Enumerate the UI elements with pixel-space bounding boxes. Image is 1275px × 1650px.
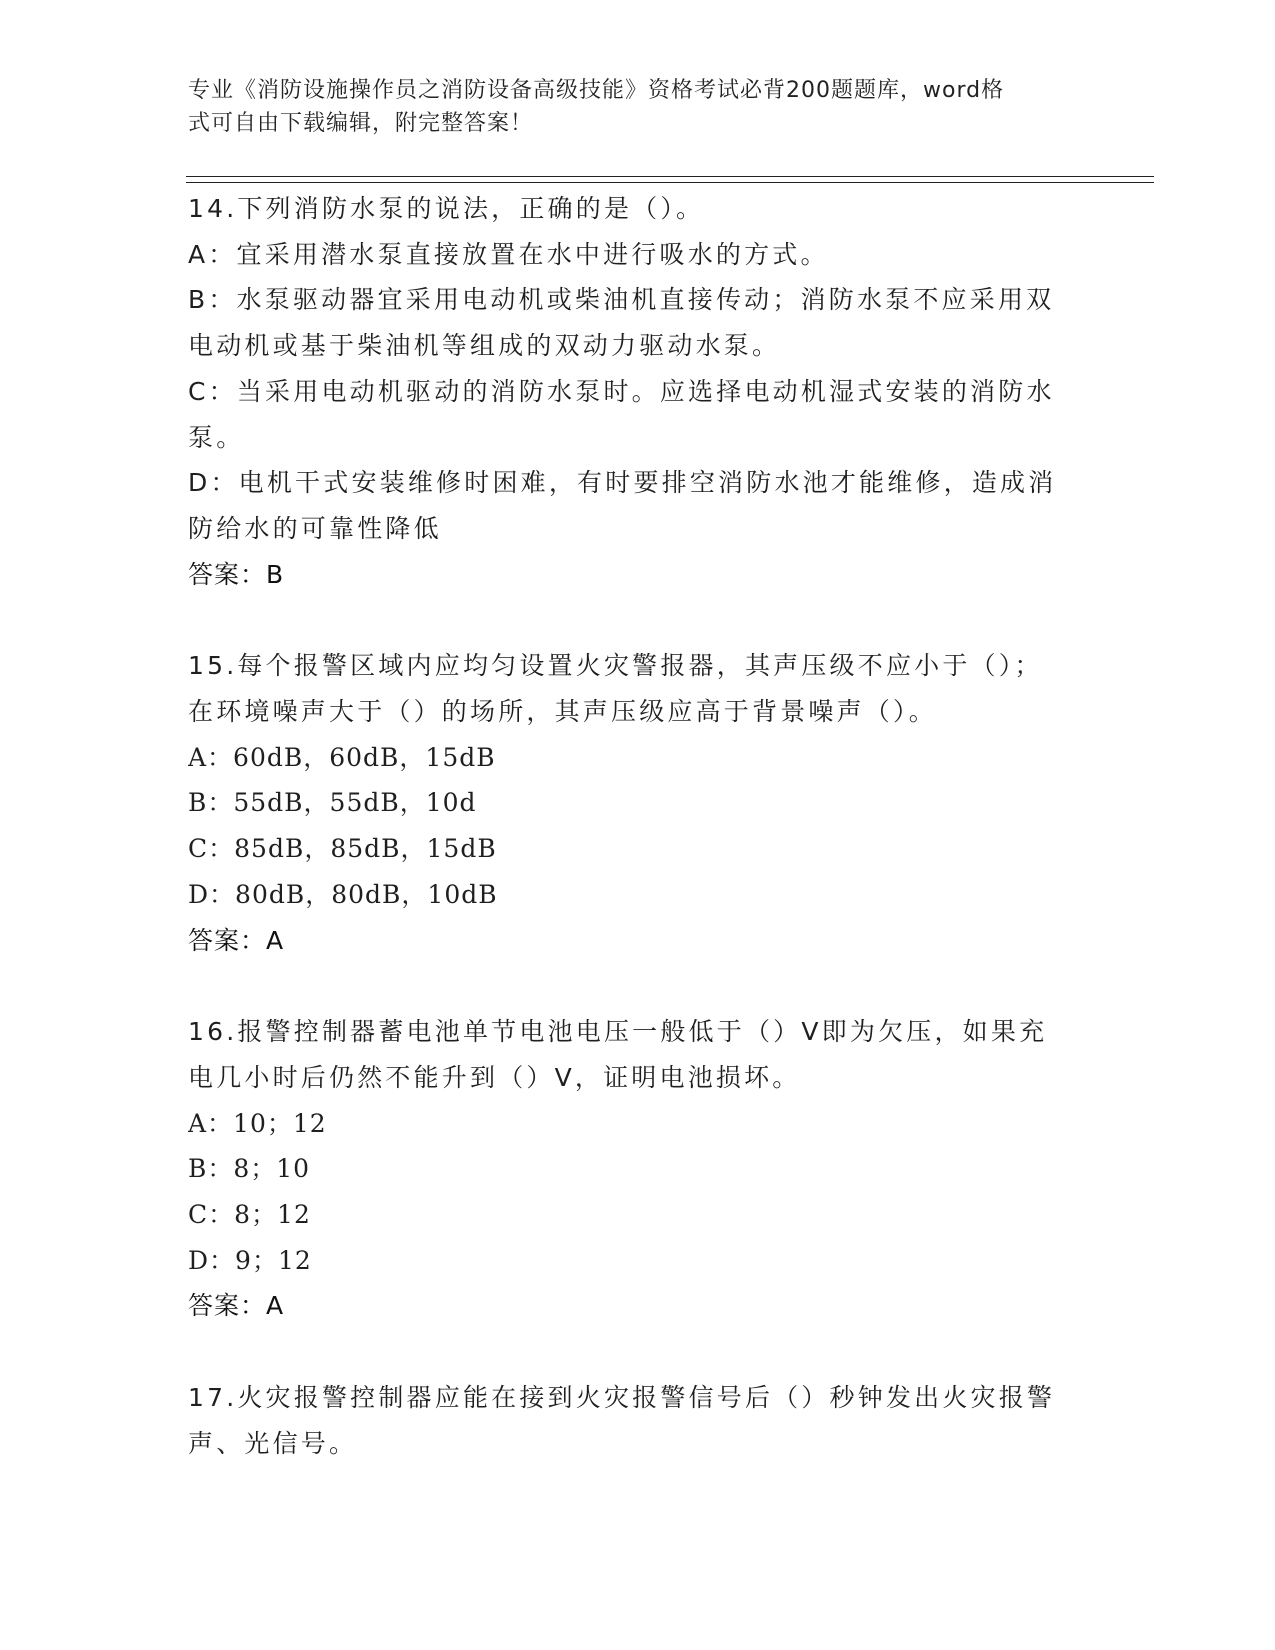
option-line: D：80dB，80dB，10dB xyxy=(188,879,498,909)
option-line: B：55dB，55dB，10d xyxy=(188,788,477,818)
option-line: C：当采用电动机驱动的消防水泵时。应选择电动机湿式安装的消防水 xyxy=(188,376,1055,406)
question-block xyxy=(188,643,1068,963)
question-list xyxy=(188,186,1068,1513)
question-stem-line: 16.报警控制器蓄电池单节电池电压一般低于（）V即为欠压，如果充 xyxy=(188,1017,1048,1047)
header-divider-top xyxy=(186,176,1154,177)
header-divider-bottom xyxy=(186,182,1154,183)
question-block xyxy=(188,1375,1068,1466)
option-line: A：60dB，60dB，15dB xyxy=(188,742,496,772)
question-stem-line: 14.下列消防水泵的说法，正确的是（）。 xyxy=(188,194,705,223)
option-line: C：8；12 xyxy=(188,1200,311,1230)
question-stem-line: 15.每个报警区域内应均匀设置火灾警报器，其声压级不应小于（）； xyxy=(188,651,1043,681)
option-line: B：水泵驱动器宜采用电动机或柴油机直接传动；消防水泵不应采用双 xyxy=(188,285,1055,315)
answer-line: 答案：B xyxy=(188,559,285,589)
question-stem-line: 17.火灾报警控制器应能在接到火灾报警信号后（）秒钟发出火灾报警 xyxy=(188,1383,1056,1413)
option-line: C：85dB，85dB，15dB xyxy=(188,834,497,864)
option-line: A：宜采用潜水泵直接放置在水中进行吸水的方式。 xyxy=(188,239,829,269)
document-header xyxy=(188,74,1068,140)
option-line: 电动机或基于柴油机等组成的双动力驱动水泵。 xyxy=(188,331,781,361)
answer-line: 答案：A xyxy=(188,1291,285,1321)
header-line-2: 式可自由下载编辑，附完整答案！ xyxy=(188,111,534,136)
option-line: D：9；12 xyxy=(188,1245,312,1275)
answer-line: 答案：A xyxy=(188,925,285,955)
question-stem-line: 声、光信号。 xyxy=(188,1428,358,1458)
header-line-1: 专业《消防设施操作员之消防设备高级技能》资格考试必背200题题库，word格 xyxy=(188,78,1005,103)
option-line: 防给水的可靠性降低 xyxy=(188,513,442,543)
option-line: D：电机干式安装维修时困难，有时要排空消防水池才能维修，造成消 xyxy=(188,468,1057,498)
question-stem-line: 在环境噪声大于（）的场所，其声压级应高于背景噪声（）。 xyxy=(188,697,937,727)
question-stem-line: 电几小时后仍然不能升到（）V，证明电池损坏。 xyxy=(188,1062,801,1092)
question-block xyxy=(188,1009,1068,1329)
question-block xyxy=(188,186,1068,597)
option-line: A：10；12 xyxy=(188,1108,327,1138)
option-line: B：8；10 xyxy=(188,1154,311,1184)
option-line: 泵。 xyxy=(188,422,245,452)
